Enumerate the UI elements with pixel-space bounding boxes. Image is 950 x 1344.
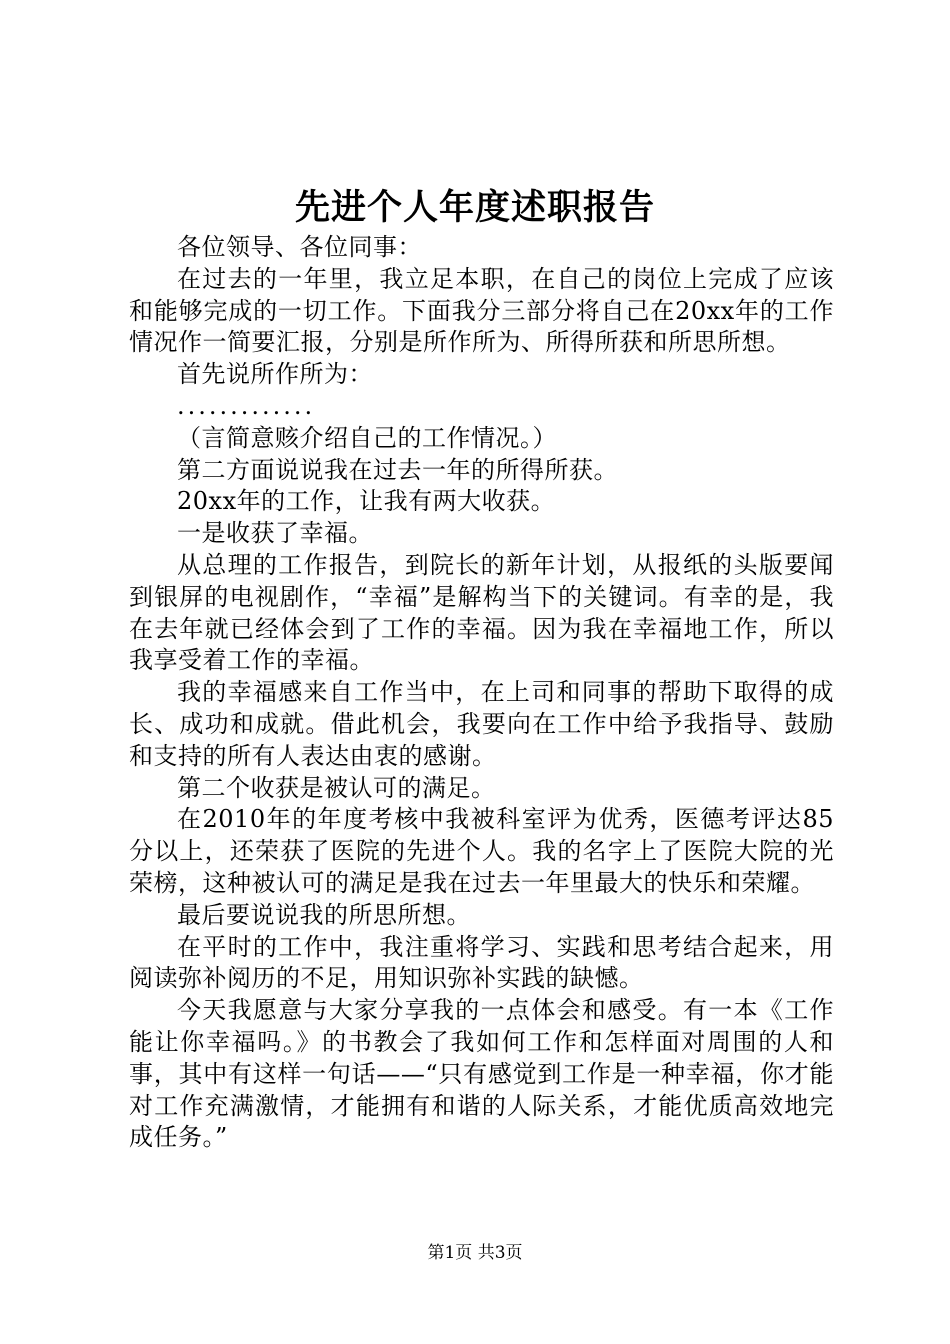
- paragraph-section-2-heading: 第二方面说说我在过去一年的所得所获。: [177, 455, 618, 484]
- paragraph-intro: 在过去的一年里，我立足本职，在自己的岗位上完成了应该和能够完成的一切工作。下面我分三部分将自己在20xx年的工作情况作一简要汇报，分别是所作所为、所得所获和所思所想。: [129, 264, 834, 357]
- paragraph-section-3-heading: 最后要说说我的所思所想。: [177, 900, 471, 929]
- document-title: 先进个人年度述职报告: [294, 187, 655, 228]
- paragraph-note: （言简意赅介绍自己的工作情况。）: [177, 423, 557, 452]
- paragraph-learning: 在平时的工作中，我注重将学习、实践和思考结合起来，用阅读弥补阅历的不足，用知识弥补实践的缺憾。: [129, 932, 834, 993]
- document-body: [129, 232, 834, 1154]
- paragraph-gratitude: 我的幸福感来自工作当中，在上司和同事的帮助下取得的成长、成功和成就。借此机会，我要向在工作中给予我指导、鼓励和支持的所有人表达由衷的感谢。: [129, 678, 834, 770]
- paragraph-gain-2-heading: 第二个收获是被认可的满足。: [177, 773, 496, 802]
- paragraph-ellipsis: .............: [177, 391, 316, 420]
- paragraph-greeting: 各位领导、各位同事：: [177, 233, 422, 261]
- paragraph-two-gains: 20xx年的工作，让我有两大收获。: [177, 487, 556, 516]
- paragraph-section-1-heading: 首先说所作所为：: [177, 360, 373, 389]
- paragraph-happiness: 从总理的工作报告，到院长的新年计划，从报纸的头版要闻到银屏的电视剧作，“幸福”是解构当下的关键词。有幸的是，我在去年就已经体会到了工作的幸福。因为我在幸福地工作，所以我享受着工作的幸福。: [129, 550, 834, 675]
- paragraph-sharing: 今天我愿意与大家分享我的一点体会和感受。有一本《工作能让你幸福吗。》的书教会了我如何工作和怎样面对周围的人和事，其中有这样一句话——“只有感觉到工作是一种幸福，你才能对工作充满激情，才能拥有和谐的人际关系，才能优质高效地完成任务。”: [129, 996, 834, 1152]
- paragraph-gain-1-heading: 一是收获了幸福。: [177, 519, 373, 548]
- page-number-footer: 第1页 共3页: [427, 1243, 523, 1263]
- paragraph-recognition: 在2010年的年度考核中我被科室评为优秀，医德考评达85分以上，还荣获了医院的先进个人。我的名字上了医院大院的光荣榜，这种被认可的满足是我在过去一年里最大的快乐和荣耀。: [129, 805, 834, 897]
